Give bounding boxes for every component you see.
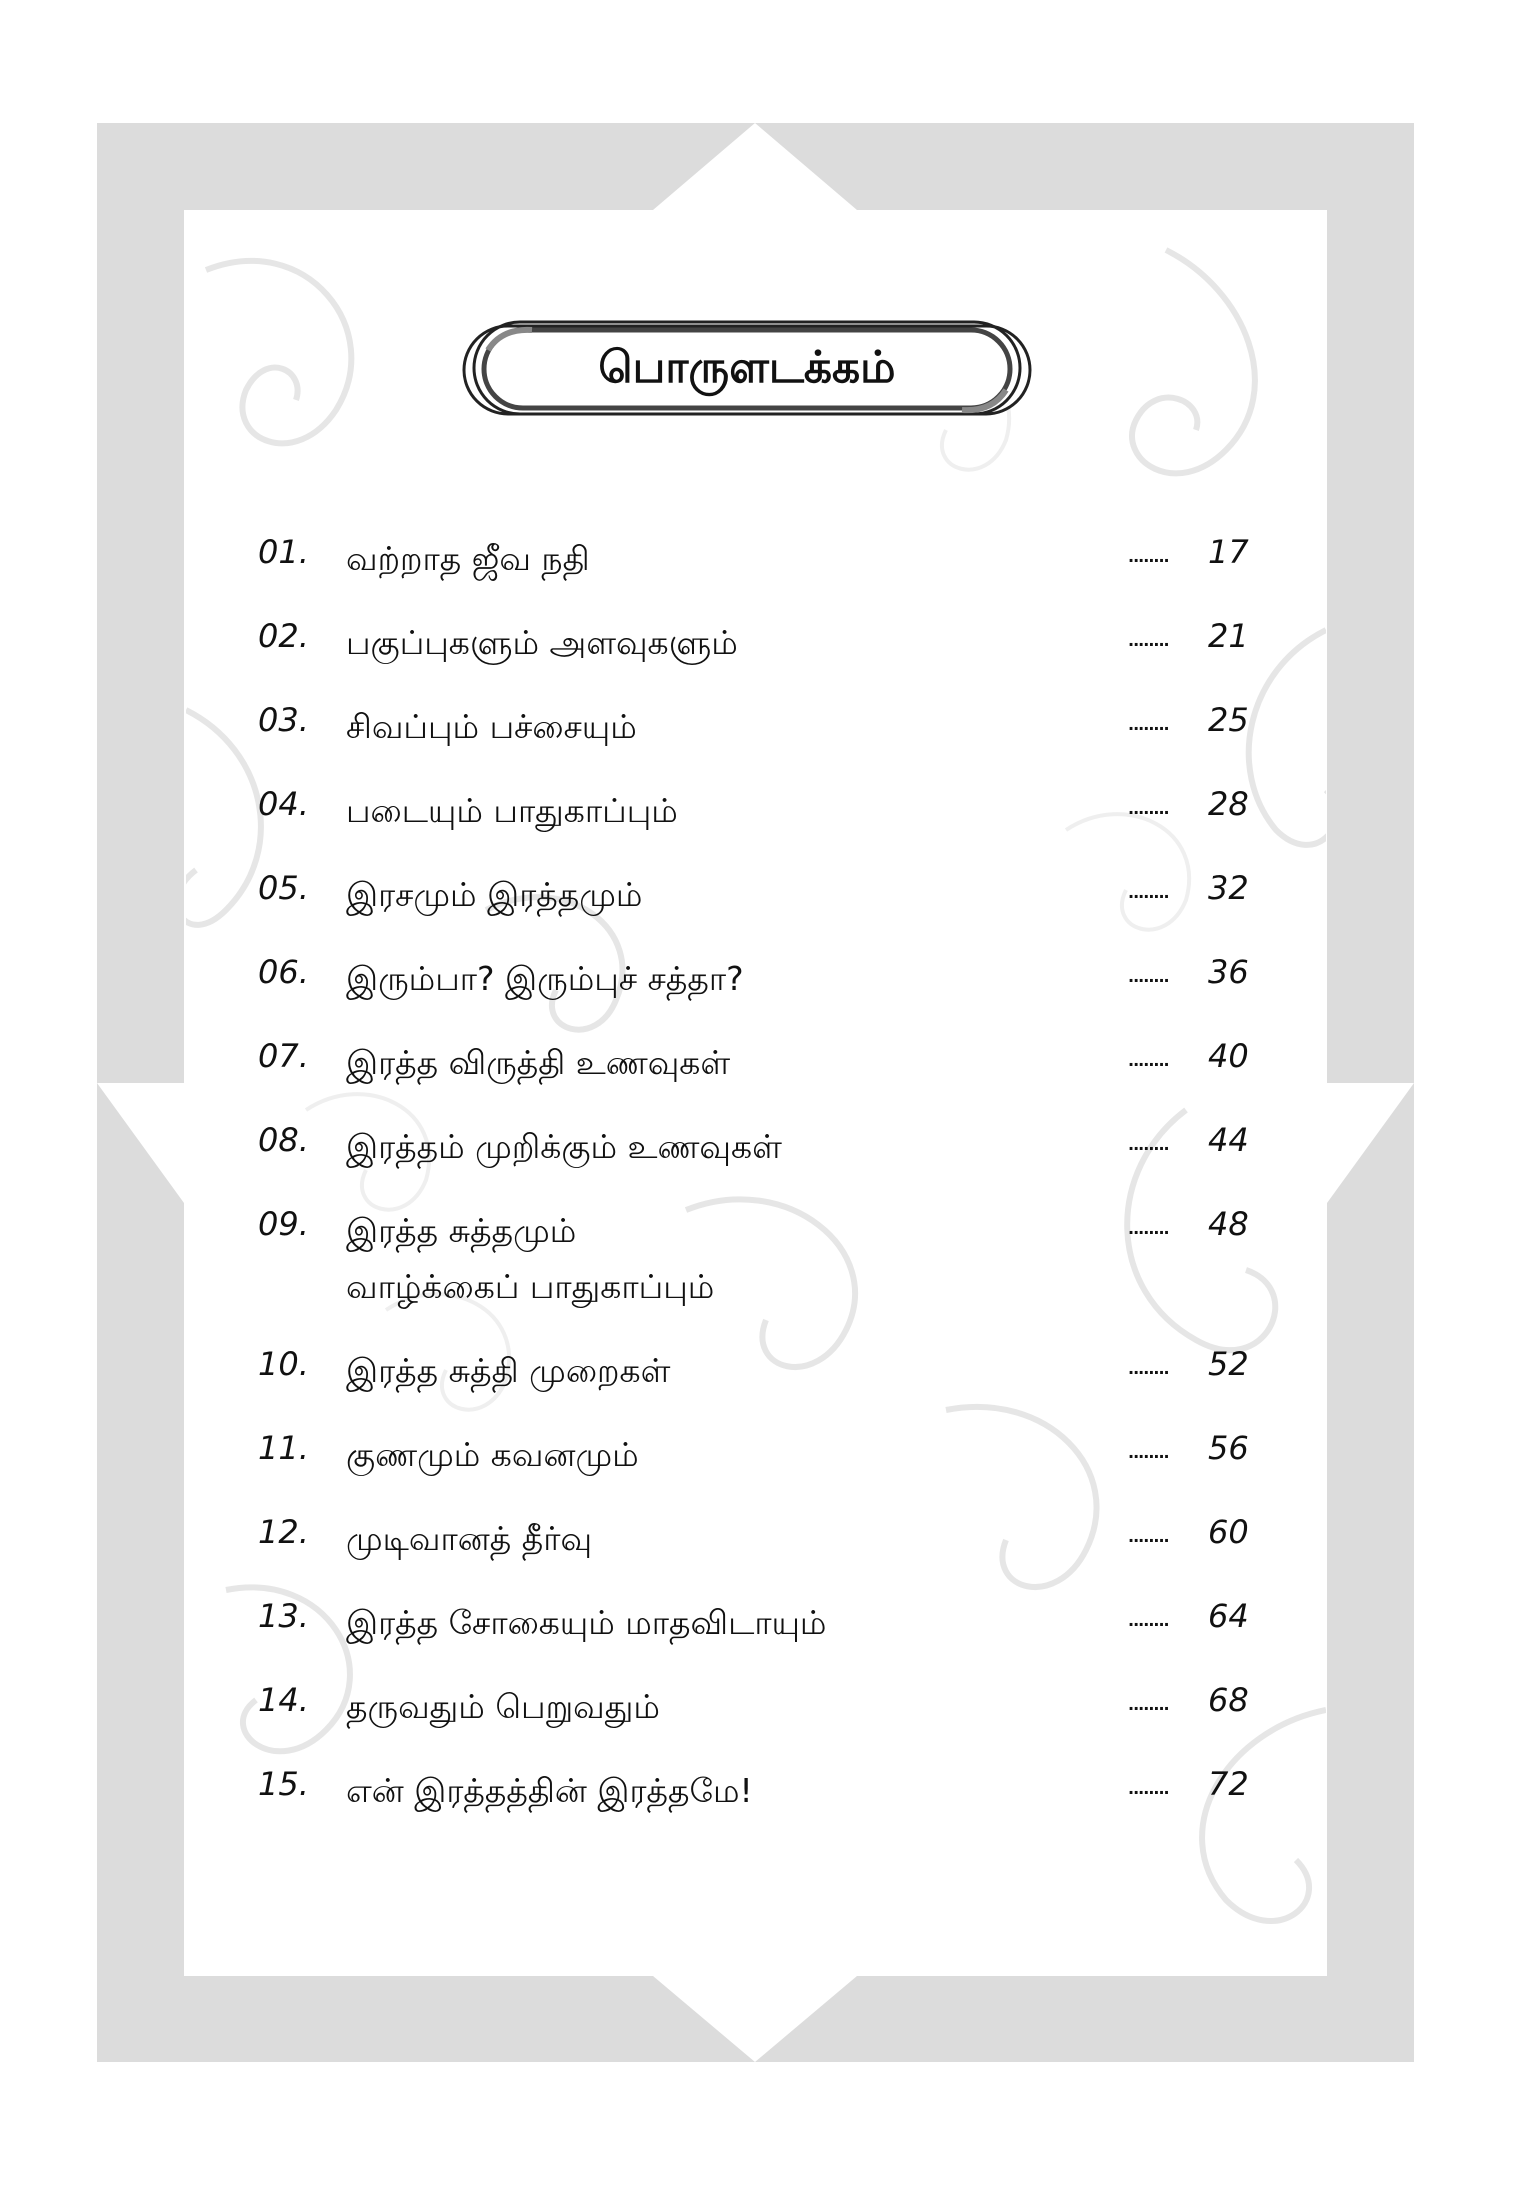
chapter-title: இரும்பா? இரும்புச் சத்தா? [346, 959, 744, 998]
chapter-number: 11. [258, 1429, 309, 1467]
page-number: 72 [1208, 1765, 1249, 1803]
chapter-title: சிவப்பும் பச்சையும் [346, 707, 637, 746]
toc-entry[interactable] [258, 1113, 1268, 1197]
chapter-number: 08. [258, 1121, 309, 1159]
toc-entry[interactable] [258, 945, 1268, 1029]
leader-dots: ........ [1128, 547, 1169, 566]
chapter-title: முடிவானத் தீர்வு [346, 1519, 593, 1558]
page-number: 32 [1208, 869, 1249, 907]
chapter-number: 02. [258, 617, 309, 655]
leader-dots: ........ [1128, 1219, 1169, 1238]
chapter-title [346, 1203, 1106, 1315]
page-number: 40 [1208, 1037, 1249, 1075]
toc-entry[interactable] [258, 1197, 1268, 1337]
page-title: பொருளடக்கம் [598, 341, 896, 393]
leader-dots: ........ [1128, 1135, 1169, 1154]
leader-dots: ........ [1128, 1611, 1169, 1630]
toc-entry[interactable] [258, 525, 1268, 609]
page-number: 48 [1208, 1205, 1249, 1243]
chapter-title-line-2: வாழ்க்கைப் பாதுகாப்பும் [346, 1267, 715, 1306]
page-number: 64 [1208, 1597, 1249, 1635]
page-number: 21 [1208, 617, 1249, 655]
toc-entry[interactable] [258, 693, 1268, 777]
chapter-number: 13. [258, 1597, 309, 1635]
chapter-number: 09. [258, 1205, 309, 1243]
chapter-number: 06. [258, 953, 309, 991]
toc-entry[interactable] [258, 1589, 1268, 1673]
chapter-number: 04. [258, 785, 309, 823]
chapter-number: 05. [258, 869, 309, 907]
page-number: 44 [1208, 1121, 1249, 1159]
leader-dots: ........ [1128, 799, 1169, 818]
leader-dots: ........ [1128, 631, 1169, 650]
toc-entry[interactable] [258, 1029, 1268, 1113]
toc-entry[interactable] [258, 777, 1268, 861]
chapter-title: பகுப்புகளும் அளவுகளும் [346, 623, 738, 662]
chapter-number: 03. [258, 701, 309, 739]
toc-entry[interactable] [258, 1673, 1268, 1757]
leader-dots: ........ [1128, 883, 1169, 902]
toc-entry[interactable] [258, 1337, 1268, 1421]
leader-dots: ........ [1128, 715, 1169, 734]
chapter-number: 07. [258, 1037, 309, 1075]
leader-dots: ........ [1128, 1051, 1169, 1070]
page-number: 56 [1208, 1429, 1249, 1467]
page-number: 25 [1208, 701, 1249, 739]
chapter-title-line-1: இரத்த சுத்தமும் [346, 1211, 577, 1250]
table-of-contents [258, 525, 1268, 1841]
toc-entry[interactable] [258, 1421, 1268, 1505]
page-number: 28 [1208, 785, 1249, 823]
toc-entry[interactable] [258, 1757, 1268, 1841]
page-number: 68 [1208, 1681, 1249, 1719]
chapter-number: 15. [258, 1765, 309, 1803]
leader-dots: ........ [1128, 1359, 1169, 1378]
chapter-title: இரத்த விருத்தி உணவுகள் [346, 1043, 731, 1082]
chapter-title: குணமும் கவனமும் [346, 1435, 639, 1474]
chapter-number: 10. [258, 1345, 309, 1383]
leader-dots: ........ [1128, 1779, 1169, 1798]
chapter-title: இரத்த சோகையும் மாதவிடாயும் [346, 1603, 827, 1642]
chapter-title: தருவதும் பெறுவதும் [346, 1687, 660, 1726]
chapter-number: 14. [258, 1681, 309, 1719]
leader-dots: ........ [1128, 1527, 1169, 1546]
chapter-title: படையும் பாதுகாப்பும் [346, 791, 678, 830]
heading-badge [462, 320, 1032, 420]
chapter-title: இரத்தம் முறிக்கும் உணவுகள் [346, 1127, 782, 1166]
page-number: 17 [1208, 533, 1249, 571]
chapter-number: 01. [258, 533, 309, 571]
chapter-number: 12. [258, 1513, 309, 1551]
leader-dots: ........ [1128, 1443, 1169, 1462]
page-number: 52 [1208, 1345, 1249, 1383]
chapter-title: இரத்த சுத்தி முறைகள் [346, 1351, 671, 1390]
chapter-title: இரசமும் இரத்தமும் [346, 875, 643, 914]
chapter-title: வற்றாத ஜீவ நதி [346, 539, 590, 578]
toc-entry[interactable] [258, 609, 1268, 693]
toc-entry[interactable] [258, 861, 1268, 945]
leader-dots: ........ [1128, 967, 1169, 986]
page-number: 36 [1208, 953, 1249, 991]
leader-dots: ........ [1128, 1695, 1169, 1714]
toc-entry[interactable] [258, 1505, 1268, 1589]
chapter-title: என் இரத்தத்தின் இரத்தமே! [346, 1771, 753, 1810]
page-number: 60 [1208, 1513, 1249, 1551]
